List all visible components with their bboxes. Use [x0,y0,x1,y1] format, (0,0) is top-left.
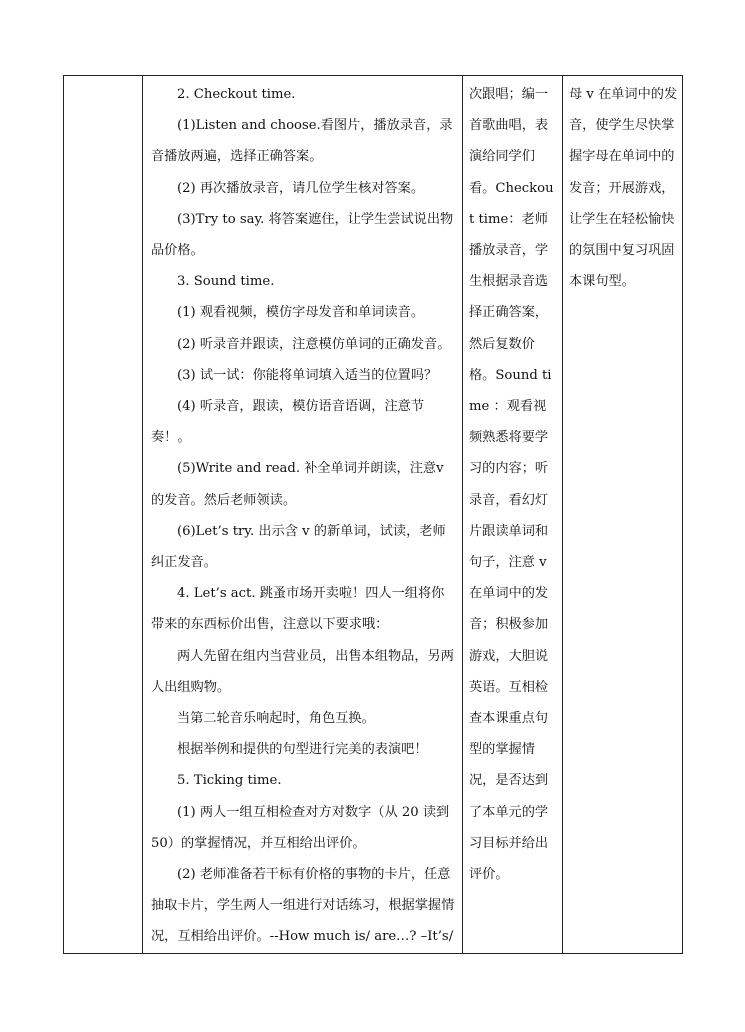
procedure-line: (2) 老师准备若干标有价格的事物的卡片，任意抽取卡片，学生两人一组进行对话练习，根据掌握情况，互相给出评价。--How much is/ are…? –It’s/ [151,867,455,945]
table-row [64,76,683,954]
procedure-line: (1) 观看视频，模仿字母发音和单词读音。 [177,305,425,321]
student-activity-cell [463,76,563,954]
student-activity-text: 次跟唱；编一首歌曲唱，表演给同学们看。Checkout time：老师播放录音，学生根据录音选择正确答案，然后复数价格。Sound time ：观看视频熟悉将要学习的内容；听录音，看幻灯片跟读单词和句子，注意 v 在单词中的发音；积极参加游戏，大胆说英语。互相检查本课重点句型的掌握情况，是否达到了本单元的学习目标并给出评价。 [469,87,554,883]
teaching-procedure-cell [143,76,463,954]
procedure-line: 3. Sound time. [177,274,275,290]
procedure-line: (3)Try to say. 将答案遮住，让学生尝试说出物品价格。 [151,211,454,259]
teaching-procedure-text [143,76,462,953]
procedure-line: (2) 再次播放录音，请几位学生核对答案。 [177,180,425,196]
procedure-line: (4) 听录音，跟读，模仿语音语调，注意节奏！。 [151,399,425,446]
procedure-line: (1) 两人一组互相检查对方对数字（从 20 读到 50）的掌握情况，并互相给出评价。 [151,804,450,851]
step-label-cell [64,76,143,954]
procedure-line: (5)Write and read. 补全单词并朗读，注意v的发音。然后老师领读。 [151,461,444,508]
procedure-line: 根据举例和提供的句型进行完美的表演吧！ [177,742,428,758]
design-intent-text: 母 v 在单词中的发音，使学生尽快掌握字母在单词中的发音；开展游戏，让学生在轻松愉快的氛围中复习巩固本课句型。 [569,87,678,290]
design-intent-cell [563,76,683,954]
procedure-line: 2. Checkout time. [177,87,296,102]
procedure-line: 5. Ticking time. [177,773,282,789]
procedure-line: (6)Let’s try. 出示含 v 的新单词，试读，老师纠正发音。 [151,523,446,571]
lesson-plan-table [63,75,683,954]
procedure-line: (3) 试一试：你能将单词填入适当的位置吗？ [177,367,438,383]
procedure-line: (2) 听录音并跟读，注意模仿单词的正确发音。 [177,336,451,352]
procedure-line: (1)Listen and choose.看图片，播放录音，录音播放两遍，选择正确答案。 [151,118,453,165]
procedure-line: 4. Let’s act. 跳蚤市场开卖啦！四人一组将你带来的东西标价出售，注意以下要求哦： [151,586,445,633]
procedure-line: 当第二轮音乐响起时，角色互换。 [177,711,375,727]
procedure-line: 两人先留在组内当营业员，出售本组物品，另两人出组购物。 [151,648,454,695]
